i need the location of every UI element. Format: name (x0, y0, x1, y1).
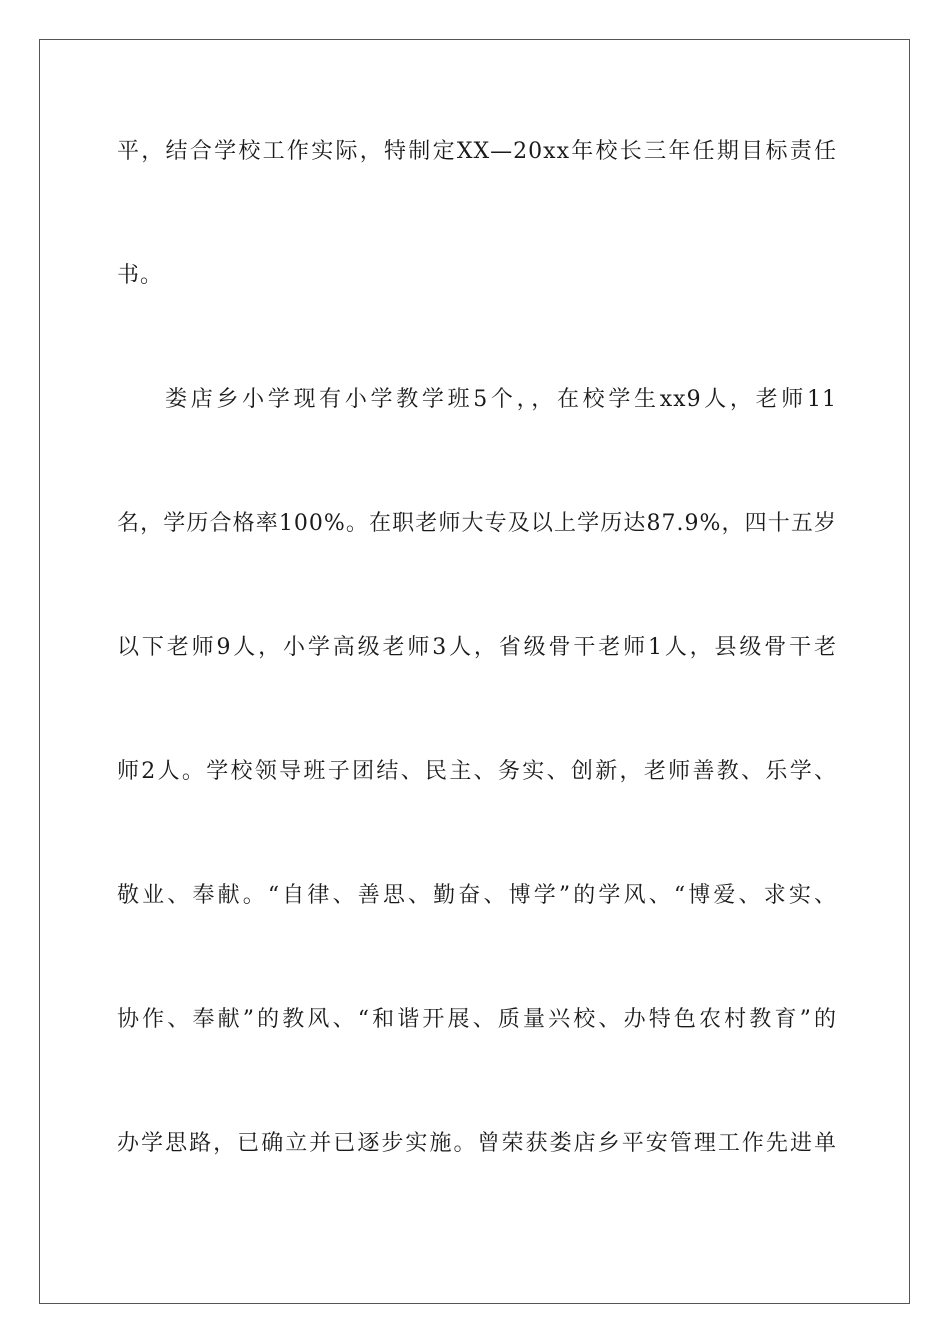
paragraph-line: 书。 (117, 263, 164, 288)
paragraph-line: 协作、奉献”的教风、“和谐开展、质量兴校、办特色农村教育”的 (117, 1007, 837, 1032)
paragraph-line: 办学思路，已确立并已逐步实施。曾荣获娄店乡平安管理工作先进单 (117, 1131, 837, 1156)
paragraph-line: 名，学历合格率100%。在职老师大专及以上学历达87.9%，四十五岁 (117, 511, 837, 536)
paragraph-line: 娄店乡小学现有小学教学班5个，，在校学生xx9人，老师11 (165, 387, 837, 412)
page-border (39, 39, 910, 1304)
paragraph-line: 以下老师9人，小学高级老师3人，省级骨干老师1人，县级骨干老 (117, 635, 837, 660)
paragraph-line: 敬业、奉献。“自律、善思、勤奋、博学”的学风、“博爱、求实、 (117, 883, 837, 908)
paragraph-line: 师2人。学校领导班子团结、民主、务实、创新，老师善教、乐学、 (117, 759, 837, 784)
paragraph-line: 平，结合学校工作实际，特制定XX—20xx年校长三年任期目标责任 (117, 139, 837, 164)
